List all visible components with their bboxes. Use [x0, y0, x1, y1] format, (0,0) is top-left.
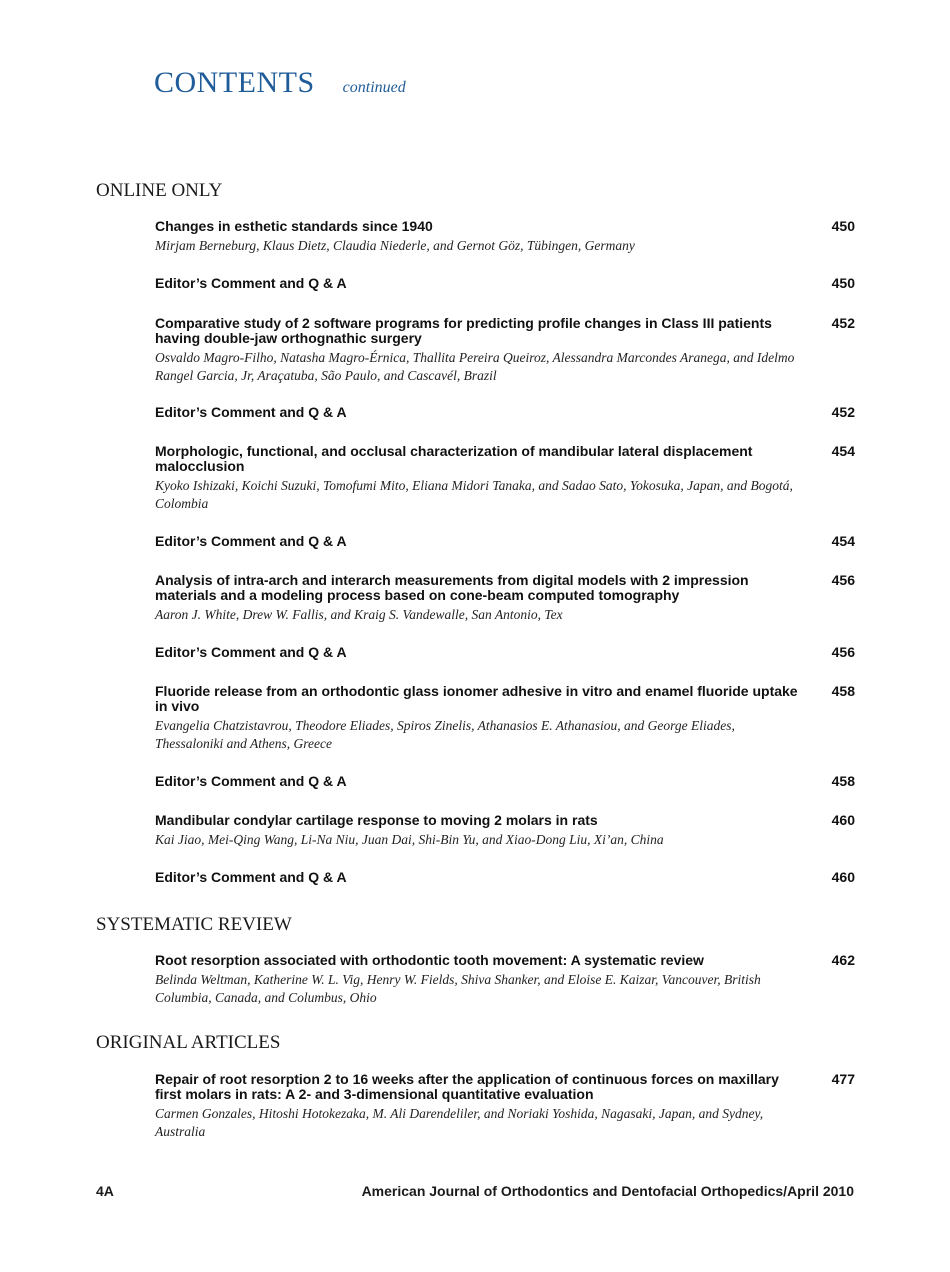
toc-entry[interactable]: [155, 774, 855, 789]
article-title: Morphologic, functional, and occlusal characterization of mandibular lateral displacement malocclusion: [155, 443, 753, 474]
article-authors: Belinda Weltman, Katherine W. L. Vig, Henry W. Fields, Shiva Shanker, and Eloise E. Kaizar, Vancouver, British Columbia, Canada, and Columbus, Ohio: [155, 972, 761, 1005]
article-authors: Osvaldo Magro-Filho, Natasha Magro-Érnica, Thallita Pereira Queiroz, Alessandra Marcondes Aranega, and Idelmo Rangel Garcia, Jr, Araçatuba, São Paulo, and Cascavél, Brazil: [155, 350, 795, 383]
article-title: Fluoride release from an orthodontic glass ionomer adhesive in vitro and enamel fluoride uptake in vivo: [155, 683, 798, 714]
article-title: Analysis of intra-arch and interarch measurements from digital models with 2 impression materials and a modeling process based on cone-beam computed tomography: [155, 572, 749, 603]
article-title: Changes in esthetic standards since 1940: [155, 218, 433, 234]
toc-entry[interactable]: [155, 219, 855, 255]
toc-entry[interactable]: [155, 405, 855, 420]
toc-entry[interactable]: [155, 645, 855, 660]
page-number: 454: [831, 533, 855, 549]
page-number: 460: [831, 869, 855, 885]
toc-entry[interactable]: [155, 870, 855, 885]
toc-entry[interactable]: [155, 953, 855, 1007]
toc-entry[interactable]: [155, 684, 855, 753]
article-authors: Evangelia Chatzistavrou, Theodore Eliades, Spiros Zinelis, Athanasios E. Athanasiou, and George Eliades, Thessaloniki and Athens, Greece: [155, 718, 735, 751]
toc-entry[interactable]: [155, 573, 855, 624]
section-heading-systematic-review: SYSTEMATIC REVIEW: [96, 914, 292, 935]
article-title: Mandibular condylar cartilage response to moving 2 molars in rats: [155, 812, 598, 828]
page-number: 456: [831, 644, 855, 660]
page-subtitle: continued: [342, 79, 406, 96]
toc-entry[interactable]: [155, 1072, 855, 1141]
footer-journal: American Journal of Orthodontics and Dentofacial Orthopedics/April 2010: [361, 1183, 854, 1199]
article-authors: Aaron J. White, Drew W. Fallis, and Kraig S. Vandewalle, San Antonio, Tex: [155, 607, 563, 622]
toc-entry[interactable]: [155, 316, 855, 385]
article-authors: Kai Jiao, Mei-Qing Wang, Li-Na Niu, Juan Dai, Shi-Bin Yu, and Xiao-Dong Liu, Xi’an, China: [155, 832, 664, 847]
page-number: 462: [831, 952, 855, 968]
page-number: 456: [831, 572, 855, 588]
article-title: Editor’s Comment and Q & A: [155, 869, 347, 885]
page-number: 452: [831, 315, 855, 331]
section-heading-original-articles: ORIGINAL ARTICLES: [96, 1032, 281, 1053]
article-title: Editor’s Comment and Q & A: [155, 533, 347, 549]
article-title: Root resorption associated with orthodontic tooth movement: A systematic review: [155, 952, 704, 968]
article-title: Editor’s Comment and Q & A: [155, 773, 347, 789]
page-number: 458: [831, 683, 855, 699]
page-number: 452: [831, 404, 855, 420]
article-title: Comparative study of 2 software programs for predicting profile changes in Class III patients having double-jaw orthognathic surgery: [155, 315, 772, 346]
page-title: CONTENTS: [154, 66, 315, 99]
page-number: 458: [831, 773, 855, 789]
page-number: 460: [831, 812, 855, 828]
page-number: 450: [831, 218, 855, 234]
page-number: 477: [831, 1071, 855, 1087]
article-title: Repair of root resorption 2 to 16 weeks after the application of continuous forces on maxillary first molars in rats: A 2- and 3-dimensional quantitative evaluation: [155, 1071, 779, 1102]
section-heading-online-only: ONLINE ONLY: [96, 180, 223, 201]
article-title: Editor’s Comment and Q & A: [155, 644, 347, 660]
article-authors: Carmen Gonzales, Hitoshi Hotokezaka, M. Ali Darendeliler, and Noriaki Yoshida, Nagasaki, Japan, and Sydney, Australia: [155, 1106, 764, 1139]
contents-header: [154, 66, 406, 100]
page-number: 454: [831, 443, 855, 459]
toc-entry[interactable]: [155, 813, 855, 849]
article-authors: Mirjam Berneburg, Klaus Dietz, Claudia Niederle, and Gernot Göz, Tübingen, Germany: [155, 238, 635, 253]
article-title: Editor’s Comment and Q & A: [155, 275, 347, 291]
toc-entry[interactable]: [155, 444, 855, 513]
article-title: Editor’s Comment and Q & A: [155, 404, 347, 420]
footer-page-label: 4A: [96, 1183, 114, 1199]
page-number: 450: [831, 275, 855, 291]
toc-entry[interactable]: [155, 534, 855, 549]
toc-entry[interactable]: [155, 276, 855, 291]
article-authors: Kyoko Ishizaki, Koichi Suzuki, Tomofumi Mito, Eliana Midori Tanaka, and Sadao Sato, Yokosuka, Japan, and Bogotá, Colombia: [155, 478, 793, 511]
